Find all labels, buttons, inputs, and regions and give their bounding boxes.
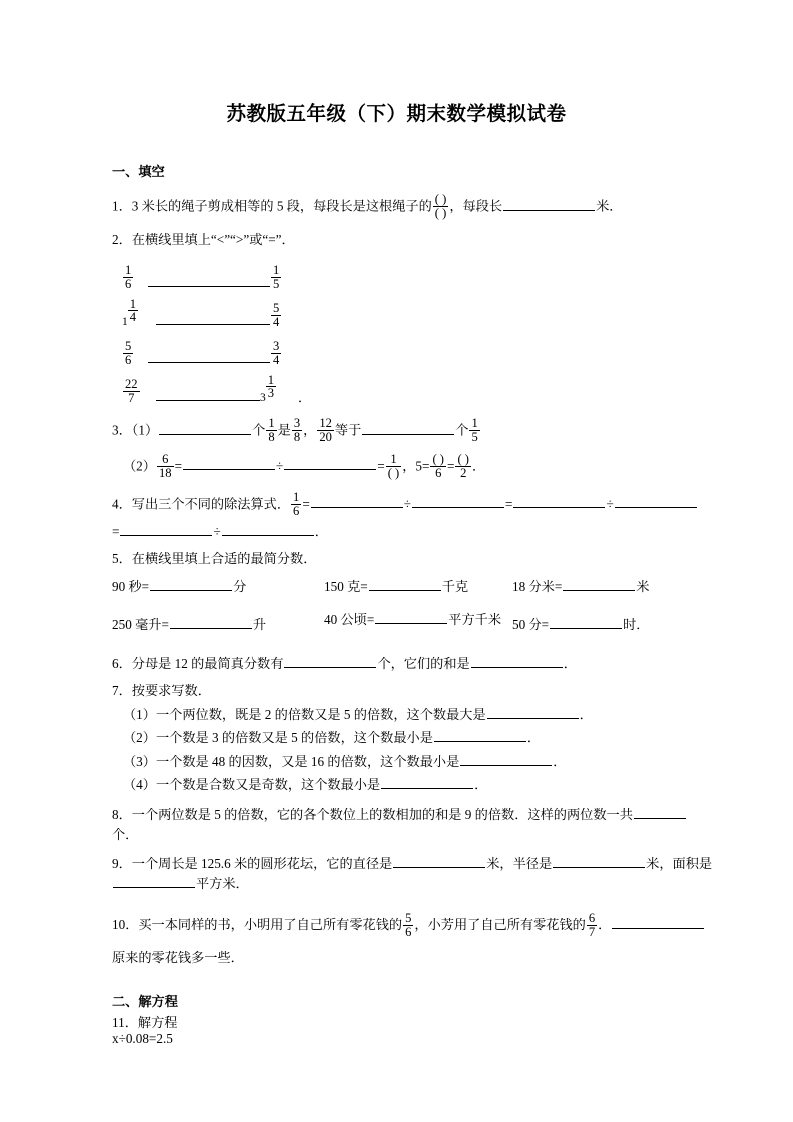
q10-number: 10． [112,917,139,933]
q10-text-a: 买一本同样的书，小明用了自己所有零花钱的 [138,917,403,933]
q2-row3-left-den: 6 [125,352,132,367]
q2-number: 2． [112,231,132,247]
q5-cell-4-prefix: 250 毫升= [112,617,169,633]
question-5 [112,549,713,569]
q7-number: 7． [112,683,132,699]
q7-item-4-blank[interactable] [381,776,473,790]
q3-sub2-eq1: = [174,458,182,474]
q4-blank-2[interactable] [412,494,504,508]
document-body [112,126,713,1045]
q2-row4-right-whole: 3 [260,391,266,404]
q3-sub1-t1: 个 [252,422,266,438]
q5-cell-3-suffix: 米 [636,579,650,595]
q7-item-4-text: 一个数是合数又是奇数，这个数最小是 [155,777,381,793]
section-heading-solve-equation: 二、解方程 [112,995,178,1011]
question-3-part-2 [112,453,713,480]
question-7 [112,681,713,701]
q4-blank-6[interactable] [222,523,314,537]
q1-answer-blank[interactable] [503,197,595,211]
q5-cell-5-suffix: 平方千米 [448,612,502,628]
q5-cell-6 [512,606,713,644]
q1-fraction [433,193,449,220]
q3-sub1-blank-1[interactable] [159,421,251,435]
q5-number: 5． [112,550,132,566]
page-title: 苏教版五年级（下）期末数学模拟试卷 [226,102,567,125]
q4-end: ． [314,524,328,540]
q2-row2-answer-blank[interactable] [156,324,270,325]
q2-row4-right-den: 3 [267,386,275,401]
q3-sub2-fraction-4: $\frac{( )}{2}$ [457,452,469,480]
q2-row4-left-den: 7 [128,390,135,405]
q4-eq-1: = [302,496,310,512]
q7-item-3-blank[interactable] [460,752,552,766]
q5-text: 在横线里填上合适的最简分数． [131,550,317,566]
q7-item-2 [112,728,713,748]
q8-text-b: 个． [112,827,139,843]
q2-row2-left [122,298,138,329]
q7-item-1 [112,705,713,725]
q8-blank[interactable] [634,805,686,819]
q7-item-3-label: （3） [123,753,156,769]
q5-cell-3 [512,573,713,606]
q2-row1-right-den: 5 [273,276,280,291]
q5-cell-1 [112,573,324,606]
q5-cell-3-prefix: 18 分米= [512,579,563,595]
q3-number: 3． [112,422,132,438]
q10-text-c: ． [598,917,612,933]
q5-cell-2 [324,573,512,606]
q10-text-d: 原来的零花钱多一些． [112,950,244,966]
q2-comparison-row-3 [112,331,713,369]
question-8 [112,805,713,846]
q4-div-2: ÷ [606,496,614,512]
q2-comparison-list [112,255,713,407]
q3-sub1-fraction-3: $\frac{12}{20}$ [319,416,332,445]
q11-number: 11． [112,1014,138,1030]
section-heading-fill-blank: 一、填空 [112,165,165,180]
q7-item-3-end: ． [553,753,567,769]
q5-grid-row-2 [112,606,713,644]
q3-sub1-blank-2[interactable] [362,421,454,435]
q6-text-c: ． [563,655,577,671]
q4-blank-1[interactable] [311,494,403,508]
q7-item-2-label: （2） [123,730,156,746]
q10-fraction-1: $\frac{5}{6}$ [405,911,412,939]
q3-sub1-t5: 个 [455,422,469,438]
q2-row4-left [122,378,141,405]
q7-item-4 [112,775,713,795]
q1-fraction-numerator: ( ) [434,192,447,207]
q5-cell-5-prefix: 40 公顷= [324,612,375,628]
question-2 [112,230,713,250]
q5-cell-5 [324,606,512,644]
q2-row3-right [270,340,282,367]
q9-text-d: 平方米． [196,875,249,891]
q4-number: 4． [112,496,132,512]
q1-text-c: 米． [596,198,623,214]
q7-item-4-label: （4） [123,777,156,793]
q7-item-3 [112,752,713,772]
q10-blank[interactable] [612,916,704,930]
q2-row1-left-den: 6 [125,276,132,291]
q3-sub1-fraction-1: $\frac{1}{8}$ [268,416,275,445]
question-9 [112,854,713,895]
q7-item-3-text: 一个数是 48 的因数，又是 16 的倍数，这个数最小是 [155,753,460,769]
q2-row4-answer-blank[interactable] [156,400,260,401]
q10-fraction-2: $\frac{6}{7}$ [588,911,596,939]
q4-div-3: ÷ [213,524,221,540]
q11-equation: x÷0.08=2.5 [112,1030,173,1046]
q9-blank-3[interactable] [113,874,195,888]
q10-text-b: ，小芳用了自己所有零花钱的 [414,917,586,933]
q5-cell-4-suffix: 升 [252,617,267,633]
q2-text: 在横线里填上“<”“>”或“=”． [131,231,295,247]
q3-sub2-t1: ，5= [402,458,430,474]
question-3-part-1 [112,417,713,444]
q2-row2-right [270,302,282,329]
q2-row1-answer-blank[interactable] [148,286,270,287]
q7-item-1-label: （1） [123,706,156,722]
q3-sub1-label: （1） [131,422,159,438]
q2-row3-right-num: 3 [273,338,280,353]
q9-blank-1[interactable] [393,854,485,868]
q2-comparison-row-1 [112,255,713,293]
q2-row1-right-num: 1 [273,262,280,277]
q5-cell-1-prefix: 90 秒= [112,579,150,595]
q7-item-2-blank[interactable] [434,729,526,743]
q2-row2-left-whole: 1 [122,315,128,328]
q2-row3-left-num: 5 [125,338,132,353]
q5-cell-2-suffix: 千克 [441,579,469,595]
q2-row4-right [260,374,276,405]
question-4-continued [112,522,713,542]
q3-sub1-t2: 是 [277,422,291,438]
q11-text: 解方程 [137,1014,178,1030]
question-10 [112,908,713,974]
q7-item-1-end: ． [579,706,593,722]
q1-number: 1． [112,198,132,214]
q7-text: 按要求写数． [131,683,211,699]
q6-number: 6． [112,655,132,671]
q4-blank-3[interactable] [513,494,605,508]
q1-text-a: 3 米长的绳子剪成相等的 5 段，每段长是这根绳子的 [131,198,432,214]
q8-text-a: 一个两位数是 5 的倍数，它的各个数位上的数相加的和是 9 的倍数．这样的两位数一共 [131,806,633,822]
question-1 [112,193,713,220]
q3-sub1-fraction-4: $\frac{1}{5}$ [471,416,478,445]
q4-fraction: $\frac{1}{6}$ [293,489,300,518]
q7-item-4-end: ． [474,777,488,793]
q5-cell-6-suffix: 时． [623,617,650,633]
q5-cell-1-suffix: 分 [233,579,247,595]
q1-fraction-denominator: ( ) [434,206,447,221]
q4-blank-5[interactable] [120,523,212,537]
q7-item-1-blank[interactable] [487,705,579,719]
q2-row1-right [270,264,282,291]
q4-eq-3: = [112,524,120,540]
q3-sub2-eq3: = [447,458,455,474]
q9-blank-2[interactable] [553,854,645,868]
q5-cell-2-blank[interactable] [369,578,441,592]
q2-row4-tail: ． [298,390,312,406]
q5-cell-4-blank[interactable] [170,616,252,630]
q5-unit-conversion-grid [112,573,713,644]
q3-sub2-fraction-3: $\frac{( )}{6}$ [432,452,444,480]
q2-row1-left [122,264,134,291]
q2-row3-left [122,340,134,367]
q3-sub2-eq2: = [377,458,385,474]
q7-item-2-end: ． [526,730,541,746]
q6-text-b: 个，它们的和是 [377,655,470,671]
q5-cell-4 [112,606,324,644]
q2-row4-right-num: 1 [267,372,275,387]
q5-grid-row-1 [112,573,713,606]
q2-row2-right-num: 5 [273,300,280,315]
q2-comparison-row-4 [112,369,713,407]
q3-sub2-fraction-2: $\frac{1}{( )}$ [387,452,400,480]
q3-sub2-label: （2） [123,458,156,474]
q3-sub2-div: ÷ [276,458,284,474]
q5-cell-3-blank[interactable] [563,578,635,592]
q3-sub1-fraction-2: $\frac{3}{8}$ [293,416,301,445]
q5-cell-1-blank[interactable] [150,578,232,592]
q3-sub2-blank-2[interactable] [284,457,376,471]
q5-cell-2-prefix: 150 克= [324,579,368,595]
q7-item-1-text: 一个两位数，既是 2 的倍数又是 5 的倍数，这个数最大是 [155,706,486,722]
q4-text: 写出三个不同的除法算式． [131,496,291,512]
q2-row3-right-den: 4 [273,352,280,367]
q8-number: 8． [112,806,132,822]
q2-row3-answer-blank[interactable] [148,362,270,363]
q5-cell-5-blank[interactable] [375,611,447,625]
q2-comparison-row-2 [112,293,713,331]
question-6 [112,654,713,674]
q2-row2-left-num: 1 [129,296,137,311]
question-4 [112,491,713,518]
question-11 [112,1016,713,1029]
q2-row2-right-den: 4 [273,314,280,329]
q3-sub1-t3: ， [303,422,317,438]
q3-sub2-fraction-1: $\frac{6}{18}$ [158,452,172,480]
q3-sub2-end: ． [471,458,486,474]
q4-eq-2: = [505,496,513,512]
q9-text-a: 一个周长是 125.6 米的圆形花坛，它的直径是 [131,855,393,871]
q3-sub2-blank-1[interactable] [183,457,275,471]
q6-text-a: 分母是 12 的最简真分数有 [131,655,284,671]
q5-cell-6-prefix: 50 分= [512,617,550,633]
q2-row1-left-num: 1 [125,262,132,277]
q6-blank-1[interactable] [284,654,376,668]
q7-item-2-text: 一个数是 3 的倍数又是 5 的倍数，这个数最小是 [155,730,433,746]
q4-div-1: ÷ [403,496,412,512]
q4-blank-4[interactable] [615,494,697,508]
q2-row2-left-den: 4 [129,310,137,325]
q5-cell-6-blank[interactable] [550,616,622,630]
q9-number: 9． [112,855,132,871]
q1-text-b: ，每段长 [449,198,503,214]
q6-blank-2[interactable] [471,654,563,668]
q2-row4-left-num: 22 [125,376,138,391]
q9-text-b: 米，半径是 [486,855,553,871]
q9-text-c: 米，面积是 [646,855,713,871]
q3-sub1-t4: 等于 [334,422,362,438]
